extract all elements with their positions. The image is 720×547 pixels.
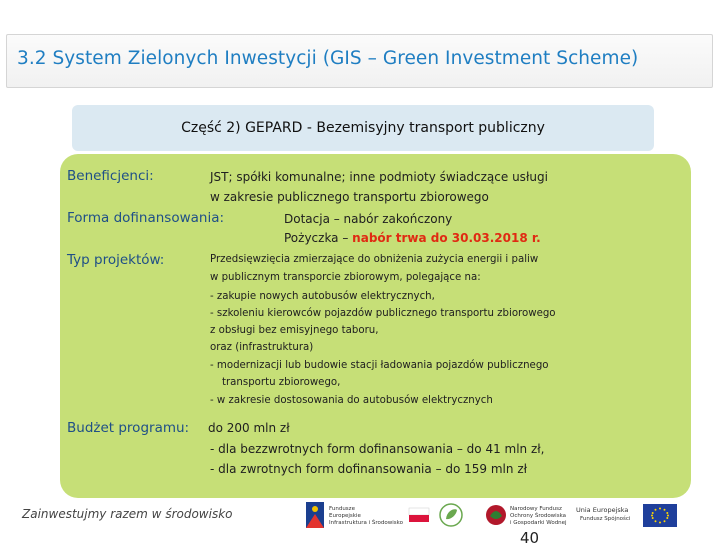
typ-line: - szkoleniu kierowców pojazdów publicznego transportu zbiorowego bbox=[210, 308, 556, 319]
budzet-label: Budżet programu: bbox=[67, 420, 190, 436]
budzet-line-3: - dla zwrotnych form dofinansowania – do 159 mln zł bbox=[210, 462, 528, 476]
logo2-text-1: Narodowy Fundusz bbox=[510, 506, 562, 512]
typ-label: Typ projektów: bbox=[67, 252, 165, 268]
typ-line: w publicznym transporcie zbiorowym, polegające na: bbox=[210, 272, 481, 283]
fundusze-europejskie-logo bbox=[304, 500, 326, 530]
logo3-text-2: Fundusz Spójności bbox=[580, 516, 631, 522]
eu-flag-icon bbox=[642, 500, 678, 530]
logo1-text-3: Infrastruktura i Środowisko bbox=[329, 520, 404, 526]
logo3-text-1: Unia Europejska bbox=[576, 506, 629, 514]
footer-slogan: Zainwestujmy razem w środowisko bbox=[22, 507, 233, 521]
logo2-text-3: i Gospodarki Wodnej bbox=[510, 520, 567, 526]
forma-label: Forma dofinansowania: bbox=[67, 210, 225, 226]
beneficjenci-line-1: JST; spółki komunalne; inne podmioty świadczące usługi bbox=[210, 170, 548, 184]
section-header bbox=[72, 105, 654, 151]
logo2-text-2: Ochrony Środowiska bbox=[510, 513, 567, 519]
beneficjenci-line-2: w zakresie publicznego transportu zbiorowego bbox=[210, 190, 489, 204]
nfosigw-logo bbox=[484, 500, 508, 530]
forma-line-1: Dotacja – nabór zakończony bbox=[284, 212, 453, 226]
slide-title: 3.2 System Zielonych Inwestycji (GIS – Green Investment Scheme) bbox=[17, 48, 639, 69]
typ-line: Przedsięwzięcia zmierzające do obniżenia zużycia energii i paliw bbox=[210, 254, 539, 265]
title-bar bbox=[6, 34, 713, 88]
beneficjenci-label: Beneficjenci: bbox=[67, 168, 154, 184]
budzet-line-2: - dla bezzwrotnych form dofinansowania – do 41 mln zł, bbox=[210, 442, 545, 456]
typ-line: - modernizacji lub budowie stacji ładowania pojazdów publicznego bbox=[210, 360, 549, 371]
page-number: 40 bbox=[520, 529, 540, 547]
leaf-icon bbox=[438, 500, 464, 530]
logo1-text-1: Fundusze bbox=[329, 506, 355, 512]
typ-line: - zakupie nowych autobusów elektrycznych, bbox=[210, 291, 435, 302]
rp-flag-logo bbox=[408, 500, 430, 530]
logo1-text-2: Europejskie bbox=[329, 513, 361, 519]
typ-line: - w zakresie dostosowania do autobusów elektrycznych bbox=[210, 395, 493, 406]
forma-line-2-prefix: Pożyczka – bbox=[284, 231, 353, 245]
section-header-text: Część 2) GEPARD - Bezemisyjny transport publiczny bbox=[181, 120, 545, 136]
deadline-highlight: nabór trwa do 30.03.2018 r. bbox=[352, 231, 541, 245]
logo-strip bbox=[298, 498, 683, 532]
typ-line: z obsługi bez emisyjnego taboru, bbox=[210, 325, 379, 336]
budzet-line-1: do 200 mln zł bbox=[208, 421, 290, 435]
typ-line: transportu zbiorowego, bbox=[222, 377, 341, 388]
typ-line: oraz (infrastruktura) bbox=[210, 342, 314, 353]
forma-line-2 bbox=[284, 231, 541, 245]
